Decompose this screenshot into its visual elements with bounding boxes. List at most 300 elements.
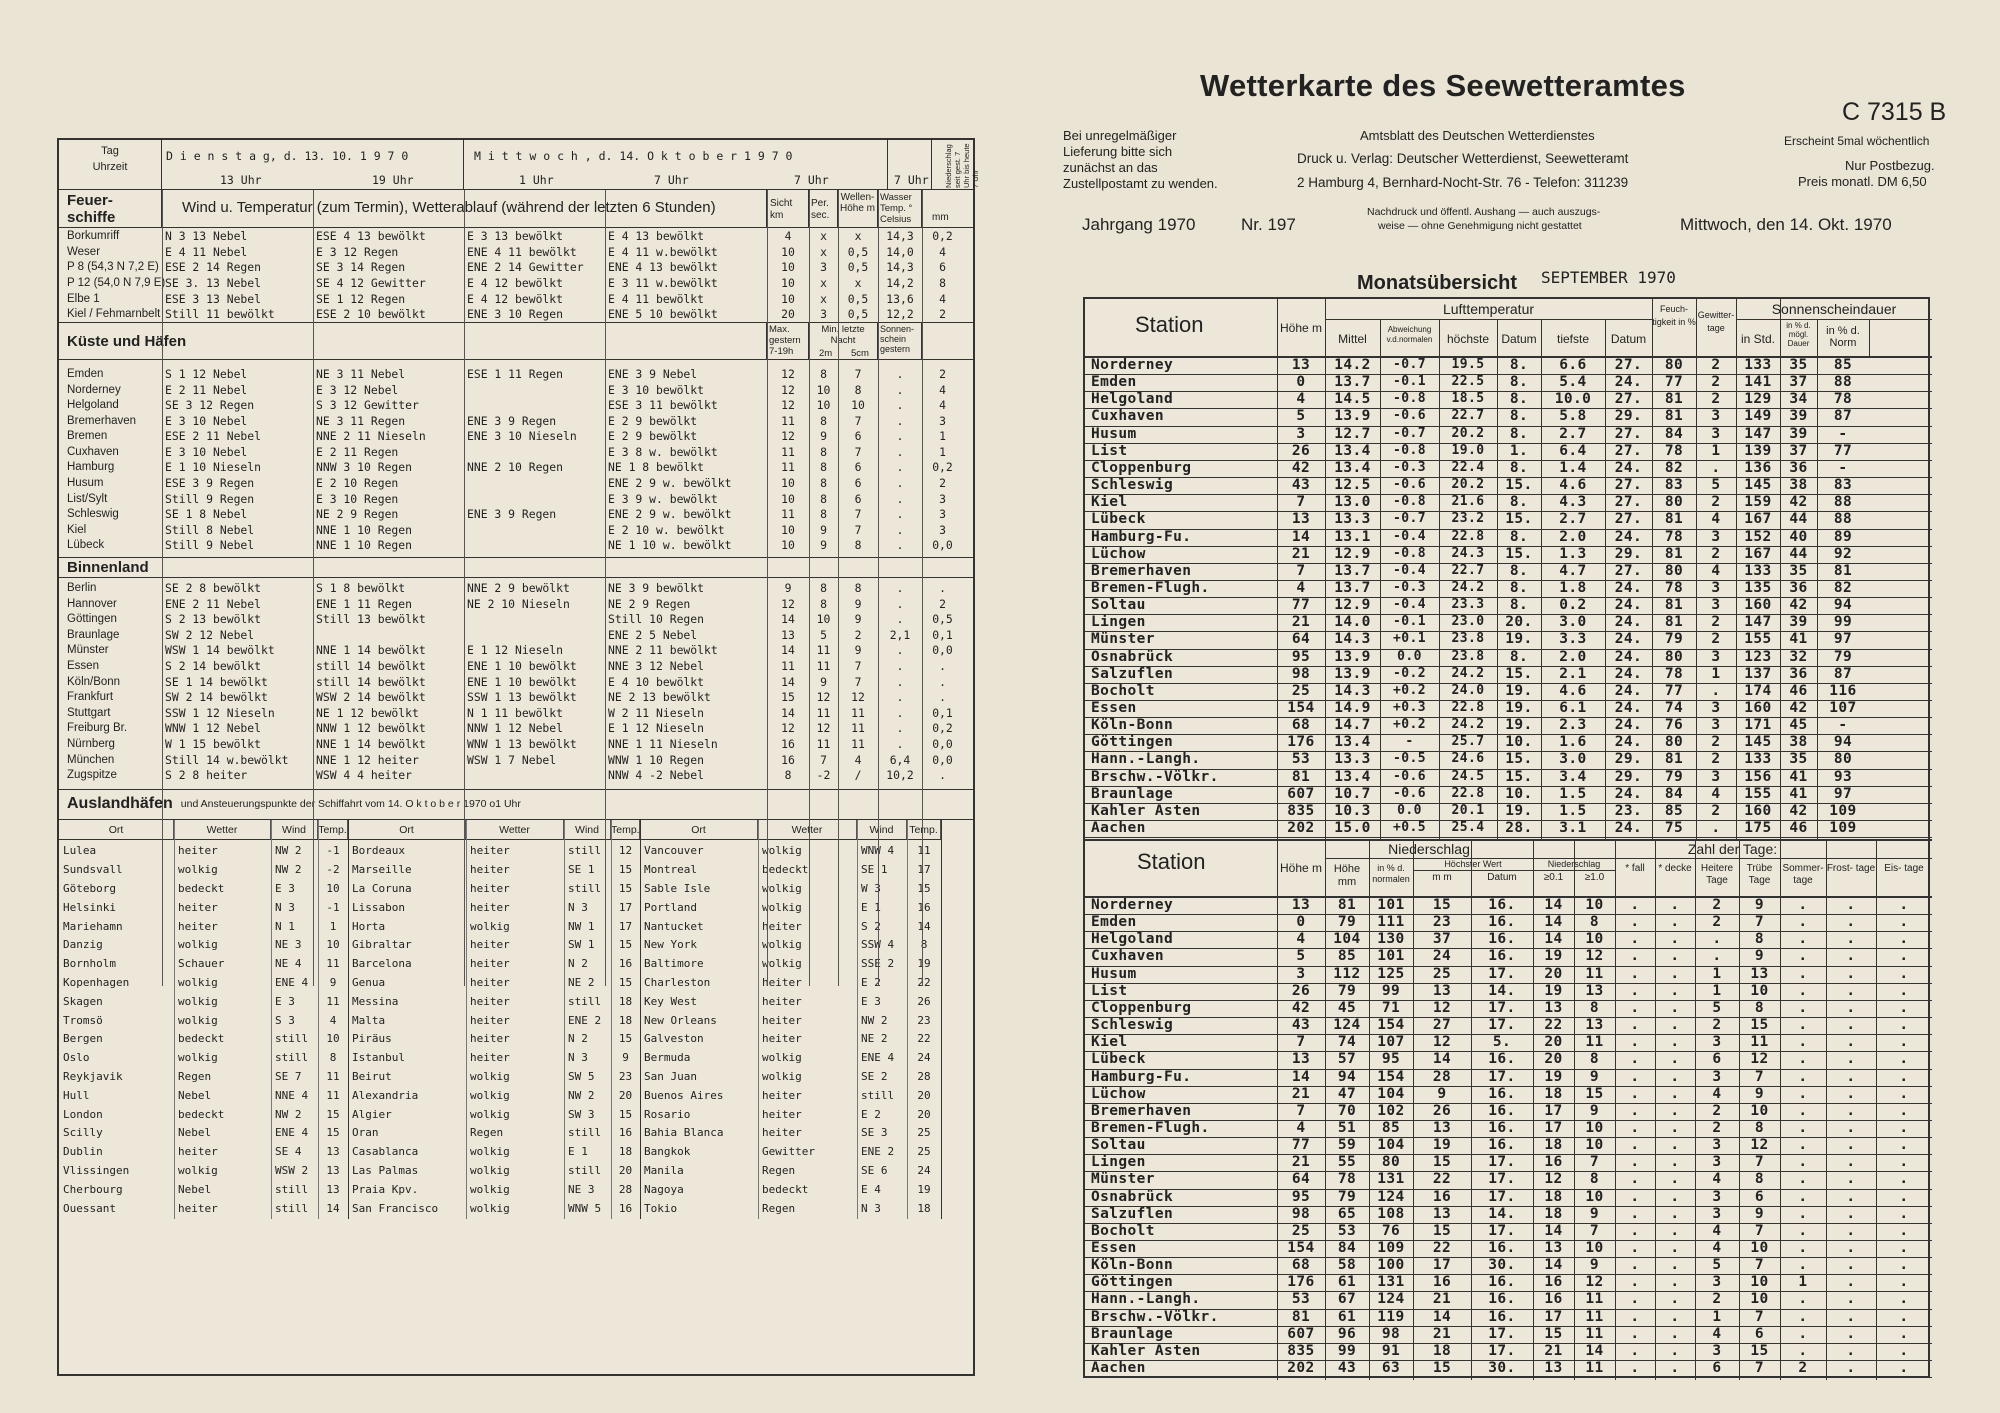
notice-line: Bei unregelmäßiger bbox=[1063, 128, 1177, 143]
cell: ENE 4 bbox=[861, 1051, 895, 1065]
cell: . bbox=[1899, 1205, 1909, 1222]
column-rule bbox=[1780, 299, 1781, 356]
cell: 3 bbox=[1711, 648, 1721, 665]
cell: 29. bbox=[1614, 751, 1643, 768]
cell: 3.4 bbox=[1559, 768, 1587, 785]
cell: 15 bbox=[1432, 1222, 1452, 1239]
port-name: Ouessant bbox=[63, 1201, 116, 1215]
cell: wolkig bbox=[178, 938, 218, 952]
cell: 32 bbox=[1789, 648, 1808, 665]
cell: 16. bbox=[1488, 914, 1516, 931]
cell: . bbox=[896, 366, 904, 381]
cell: 78 bbox=[1664, 665, 1684, 682]
cell: 94 bbox=[1833, 734, 1853, 751]
cell: 1 bbox=[939, 444, 946, 459]
station-name: Hann.-Langh. bbox=[1091, 1291, 1201, 1308]
cell: 23.8 bbox=[1451, 631, 1485, 647]
cell: 24.0 bbox=[1451, 682, 1485, 698]
cell: . bbox=[1670, 1325, 1680, 1342]
time-header bbox=[59, 140, 980, 190]
station-name: Schleswig bbox=[67, 508, 119, 521]
cell: 8. bbox=[1509, 648, 1529, 665]
cell: 27. bbox=[1614, 357, 1643, 373]
port-name: Montreal bbox=[644, 863, 697, 877]
cell: . bbox=[896, 476, 904, 491]
cell: 27. bbox=[1614, 425, 1643, 442]
cell: 80 bbox=[1664, 494, 1684, 511]
port-name: Alexandria bbox=[352, 1088, 419, 1102]
cell: 22.7 bbox=[1451, 562, 1485, 578]
cell: 14 bbox=[1544, 914, 1563, 931]
cell: N 3 bbox=[568, 1051, 588, 1065]
cell: ESE 2 11 Nebel bbox=[165, 429, 262, 444]
binnen-row bbox=[59, 596, 973, 612]
station-name: Hamburg-Fu. bbox=[1091, 528, 1192, 545]
cell: Still 8 Nebel bbox=[165, 522, 255, 537]
column-rule bbox=[1869, 319, 1870, 356]
station-name: Stuttgart bbox=[67, 706, 111, 719]
ausland-row bbox=[59, 1011, 348, 1029]
cell: heiter bbox=[470, 938, 510, 952]
station-name: Salzuflen bbox=[1091, 1205, 1174, 1222]
cell: 12,2 bbox=[886, 307, 914, 322]
cell: 13.7 bbox=[1334, 562, 1371, 579]
cell: 77 bbox=[1291, 1137, 1311, 1154]
cell: 4 bbox=[1296, 579, 1306, 596]
hoehe-head: Höhe m bbox=[1279, 321, 1323, 335]
cell: 59 bbox=[1337, 1137, 1357, 1154]
cell: 21 bbox=[1291, 1154, 1311, 1171]
cell: +0.1 bbox=[1393, 631, 1426, 647]
cell: . bbox=[1846, 1188, 1856, 1205]
cell: SW 3 bbox=[568, 1107, 595, 1121]
cell: . bbox=[896, 612, 904, 627]
cell: ENE 4 bbox=[275, 976, 309, 990]
cell: 63 bbox=[1381, 1360, 1401, 1377]
cell: 81 bbox=[1664, 597, 1684, 614]
cell: 17. bbox=[1488, 1342, 1516, 1359]
cell: NNE 2 11 Nieseln bbox=[316, 429, 426, 444]
ausland-row bbox=[348, 955, 640, 973]
zahl-head: Zahl der Tage: bbox=[1687, 841, 1778, 857]
station-name: Lüchow bbox=[1091, 1085, 1146, 1102]
cell: E 3 bbox=[861, 994, 881, 1008]
station-name: Emden bbox=[1091, 914, 1137, 931]
cell: 24. bbox=[1614, 579, 1643, 596]
cell: 84 bbox=[1337, 1240, 1357, 1256]
ausland-row bbox=[59, 880, 348, 898]
cell: 3 bbox=[1711, 768, 1721, 785]
cell: 1.4 bbox=[1559, 459, 1587, 476]
cell: 1 bbox=[1712, 1308, 1722, 1325]
cell: 96 bbox=[1337, 1325, 1357, 1342]
kueste-rows bbox=[59, 360, 973, 553]
cell: 27. bbox=[1614, 391, 1643, 408]
ausland-row bbox=[348, 917, 640, 935]
cell: . bbox=[1630, 1171, 1640, 1188]
cell: 13.3 bbox=[1334, 511, 1371, 528]
cell: 13 bbox=[781, 627, 795, 642]
cell: wolkig bbox=[470, 919, 510, 933]
port-name: Praia Kpv. bbox=[352, 1182, 419, 1196]
column-rule bbox=[1413, 839, 1414, 896]
t1: 13 Uhr bbox=[220, 173, 262, 187]
cell: wolkig bbox=[762, 900, 802, 914]
cell: 51 bbox=[1337, 1119, 1357, 1136]
station-name: Cuxhaven bbox=[1091, 408, 1165, 425]
cell: 2 bbox=[1711, 631, 1721, 648]
cell: 15 bbox=[781, 690, 795, 705]
cell: wolkig bbox=[178, 976, 218, 990]
cell: NE 3 9 bewölkt bbox=[608, 581, 705, 596]
cell: 607 bbox=[1287, 785, 1315, 802]
cell: . bbox=[1670, 1171, 1680, 1188]
column-rule bbox=[1652, 356, 1653, 839]
cell: heiter bbox=[470, 882, 510, 896]
ausland-row bbox=[640, 1124, 941, 1142]
ausland-row bbox=[348, 861, 640, 879]
cell: . bbox=[1846, 1222, 1856, 1239]
column-rule bbox=[1325, 299, 1326, 319]
cell: still bbox=[275, 1182, 309, 1196]
cell: . bbox=[896, 674, 904, 689]
cell: 1.6 bbox=[1559, 734, 1587, 751]
station-name: Osnabrück bbox=[1091, 648, 1174, 665]
wasser-cell bbox=[878, 190, 922, 227]
sicht-cell bbox=[767, 190, 809, 227]
cell: 3 bbox=[1712, 1068, 1722, 1085]
cell: 160 bbox=[1744, 597, 1772, 614]
column-rule bbox=[1574, 839, 1575, 896]
cell: ENE 3 9 Nebel bbox=[608, 366, 698, 381]
cell: 22.5 bbox=[1451, 374, 1485, 390]
station-name: Salzuflen bbox=[1091, 665, 1174, 682]
port-name: Messina bbox=[352, 994, 399, 1008]
cell: 8 bbox=[1589, 1051, 1600, 1068]
cell: 25 bbox=[1432, 965, 1452, 982]
ausland-row bbox=[59, 1105, 348, 1123]
cell: 8 bbox=[1589, 914, 1600, 931]
cell: 13.4 bbox=[1334, 734, 1371, 751]
station-name: Köln/Bonn bbox=[67, 675, 121, 688]
station-name: Norderney bbox=[67, 383, 121, 396]
cell: 0,5 bbox=[847, 244, 869, 259]
ausland-row bbox=[640, 880, 941, 898]
cell: 14.0 bbox=[1334, 614, 1371, 631]
cell: . bbox=[1899, 1291, 1909, 1308]
cell: 8 bbox=[820, 596, 827, 611]
station-name: Essen bbox=[1091, 1240, 1137, 1256]
cell: heiter bbox=[762, 1088, 802, 1102]
ausland-row bbox=[640, 992, 941, 1010]
station-name: Essen bbox=[67, 660, 99, 673]
column-rule bbox=[1533, 839, 1534, 896]
cell: 7 bbox=[854, 674, 862, 689]
column-rule bbox=[1817, 356, 1818, 839]
cell: SE 4 12 Gewitter bbox=[316, 275, 426, 290]
cell: 11 bbox=[1585, 1034, 1604, 1051]
price: Preis monatl. DM 6,50 bbox=[1798, 174, 1927, 189]
cell: 9 bbox=[1589, 1205, 1600, 1222]
cell: 11 bbox=[781, 659, 795, 674]
uhrzeit-label: Uhrzeit bbox=[92, 161, 128, 173]
cell: 4 bbox=[1712, 1222, 1722, 1239]
cell: 8 bbox=[1754, 1171, 1765, 1188]
cell: 13 bbox=[1291, 897, 1311, 913]
cell: 2 bbox=[939, 476, 946, 491]
cell: 12.7 bbox=[1334, 425, 1371, 442]
cell: . bbox=[1846, 1291, 1856, 1308]
cell: 6.4 bbox=[1559, 442, 1587, 459]
ausland-row bbox=[59, 917, 348, 935]
station-name: Bremen bbox=[67, 430, 108, 443]
column-rule bbox=[271, 820, 272, 1219]
cell: 94 bbox=[1337, 1068, 1357, 1085]
cell: . bbox=[1798, 1342, 1808, 1359]
cell: 38 bbox=[1789, 477, 1808, 494]
cell: 17 bbox=[1432, 1257, 1452, 1274]
cell: 22.8 bbox=[1451, 785, 1485, 801]
cell: 16 bbox=[1544, 1154, 1563, 1171]
port-name: Bahia Blanca bbox=[644, 1126, 724, 1140]
cell: 3 bbox=[1296, 425, 1306, 442]
cell: 17. bbox=[1488, 1017, 1516, 1034]
port-name: Cherbourg bbox=[63, 1182, 123, 1196]
cell: 124 bbox=[1377, 1291, 1405, 1308]
cell: 4 bbox=[1296, 1119, 1306, 1136]
cell: ESE 2 10 bewölkt bbox=[316, 307, 426, 322]
cell: 24 bbox=[917, 1164, 931, 1178]
cell: 99 bbox=[1381, 982, 1401, 999]
cell: . bbox=[1899, 1051, 1909, 1068]
cell: 8 bbox=[854, 538, 862, 553]
cell: E 3 12 Nebel bbox=[316, 382, 399, 397]
cell: E 4 10 bewölkt bbox=[608, 674, 705, 689]
cell: S 2 8 heiter bbox=[165, 768, 248, 783]
station-name: Kahler Asten bbox=[1091, 802, 1201, 819]
ausland-row bbox=[640, 917, 941, 935]
monat-row bbox=[1085, 717, 1928, 734]
cell: 11 bbox=[1585, 1308, 1604, 1325]
port-name: Lulea bbox=[63, 844, 97, 858]
cell: E 1 12 Nieseln bbox=[467, 643, 564, 658]
ausland-row bbox=[348, 1011, 640, 1029]
cell: 25 bbox=[1291, 682, 1311, 699]
cell: 137 bbox=[1744, 665, 1772, 682]
cell: 7 bbox=[1754, 1222, 1765, 1239]
cell: 18.5 bbox=[1451, 391, 1485, 407]
cell: 24 bbox=[917, 1051, 931, 1065]
cell: 81 bbox=[1664, 751, 1684, 768]
cell: 0,0 bbox=[932, 538, 953, 553]
station-name: Kiel / Fehmarnbelt bbox=[67, 308, 161, 321]
cell: 10 bbox=[1750, 1102, 1769, 1119]
cell: 3 bbox=[1712, 1274, 1722, 1291]
cell: 3 bbox=[1296, 965, 1306, 982]
cell: . bbox=[1798, 897, 1808, 913]
ausland-row bbox=[640, 936, 941, 954]
cell: 20 bbox=[917, 1107, 931, 1121]
cell: SE 3 14 Regen bbox=[316, 260, 406, 275]
cell: 2 bbox=[939, 307, 946, 322]
cell: . bbox=[1630, 1085, 1640, 1102]
cell: . bbox=[1846, 1171, 1856, 1188]
cell: 83 bbox=[1664, 477, 1684, 494]
station-name: Münster bbox=[67, 644, 109, 657]
column-rule bbox=[318, 820, 319, 1219]
cell: +0.2 bbox=[1393, 682, 1426, 698]
cell: 10 bbox=[816, 612, 831, 627]
ausland-row bbox=[640, 1068, 941, 1086]
nieder-row bbox=[1085, 1137, 1928, 1154]
cell: 23 bbox=[618, 1070, 633, 1084]
cell: ESE 3 13 Nebel bbox=[165, 291, 262, 306]
cell: Still 11 bewölkt bbox=[165, 307, 275, 322]
port-name: Kopenhagen bbox=[63, 976, 130, 990]
cell: . bbox=[1846, 1342, 1856, 1359]
cell: E 2 11 Nebel bbox=[165, 382, 248, 397]
cell: 40 bbox=[1789, 528, 1808, 545]
column-rule bbox=[1826, 839, 1827, 896]
sonnen-head: Sonnenscheindauer bbox=[1771, 301, 1897, 317]
cell: SE 1 12 Regen bbox=[316, 291, 406, 306]
port-name: Baltimore bbox=[644, 957, 704, 971]
station-name: Göttingen bbox=[67, 613, 117, 626]
cell: 13.9 bbox=[1334, 408, 1371, 425]
port-name: San Francisco bbox=[352, 1201, 439, 1215]
cell: 147 bbox=[1744, 425, 1772, 442]
wellen-cell bbox=[838, 190, 878, 227]
cell: 2.7 bbox=[1559, 425, 1587, 442]
port-name: Sundsvall bbox=[63, 863, 123, 877]
cell: 6 bbox=[1754, 1188, 1765, 1205]
binnen-row bbox=[59, 721, 973, 737]
cell: 21.6 bbox=[1451, 494, 1485, 510]
cell: 8 bbox=[854, 581, 862, 596]
station2-head: Station bbox=[1137, 849, 1206, 874]
cell: ESE 2 14 Regen bbox=[165, 260, 262, 275]
port-name: Nantucket bbox=[644, 919, 704, 933]
cell: . bbox=[1630, 1257, 1640, 1274]
port-name: Charleston bbox=[644, 976, 711, 990]
ausland-temp-head: Temp. bbox=[318, 820, 348, 839]
hoehe2-head: Höhe m bbox=[1279, 861, 1323, 875]
column-rule bbox=[1325, 839, 1326, 896]
ausland-wind-head: Wind bbox=[564, 820, 611, 839]
cell: 9 bbox=[854, 596, 862, 611]
cell: 4 bbox=[1712, 1240, 1722, 1256]
cell: heiter bbox=[178, 900, 218, 914]
cell: 78 bbox=[1337, 1171, 1357, 1188]
monat-row bbox=[1085, 820, 1928, 837]
column-rule bbox=[564, 820, 565, 1219]
cell: Schauer bbox=[178, 957, 225, 971]
cell: 0,2 bbox=[932, 721, 953, 736]
cell: . bbox=[896, 538, 904, 553]
cell: . bbox=[1630, 1137, 1640, 1154]
page-title: Wetterkarte des Seewetteramtes bbox=[1200, 68, 1686, 103]
cell: . bbox=[896, 429, 904, 444]
cell: 835 bbox=[1287, 802, 1315, 819]
ausland-row bbox=[640, 1199, 941, 1217]
notice-line: Lieferung bitte sich bbox=[1063, 144, 1173, 159]
cell: 4 bbox=[1296, 931, 1306, 948]
ausland-row bbox=[348, 898, 640, 916]
cell: 97 bbox=[1833, 631, 1853, 648]
cell: . bbox=[1798, 1188, 1808, 1205]
cell: -0.6 bbox=[1393, 768, 1426, 784]
cell: 30. bbox=[1488, 1360, 1516, 1377]
kueste-header bbox=[59, 322, 973, 360]
station-name: Bremerhaven bbox=[1091, 562, 1192, 579]
column-rule bbox=[1876, 896, 1877, 1380]
cell: 3 bbox=[939, 522, 946, 537]
cell: 125 bbox=[1377, 965, 1405, 982]
cell: . bbox=[1846, 1085, 1856, 1102]
port-name: Las Palmas bbox=[352, 1164, 419, 1178]
cell: SE 7 bbox=[275, 1070, 302, 1084]
cell: . bbox=[1630, 1291, 1640, 1308]
cell: 0,2 bbox=[932, 228, 953, 243]
cell: SE 1 bbox=[861, 863, 888, 877]
cell: 12 bbox=[781, 429, 795, 444]
station-name: List bbox=[1091, 442, 1128, 459]
cell: 11 bbox=[326, 994, 340, 1008]
cell: SE 1 8 Nebel bbox=[165, 507, 248, 522]
cell: . bbox=[939, 581, 946, 596]
cell: heiter bbox=[762, 1013, 802, 1027]
cell: . bbox=[1798, 1017, 1808, 1034]
cell: 3 bbox=[1712, 1137, 1722, 1154]
binnen-row bbox=[59, 611, 973, 627]
cell: 23.2 bbox=[1451, 511, 1485, 527]
cell: 8 bbox=[820, 476, 827, 491]
wind-head: Wind u. Temperatur (zum Termin), Wetterablauf (während der letzten 6 Stunden) bbox=[182, 199, 716, 216]
port-name: Oslo bbox=[63, 1051, 90, 1065]
cell: ENE 3 10 Regen bbox=[467, 307, 564, 322]
cell: . bbox=[896, 382, 904, 397]
ausland-row bbox=[348, 1124, 640, 1142]
mm-label: mm bbox=[932, 212, 949, 223]
cell: still bbox=[568, 882, 602, 896]
cell: ENE 3 9 Regen bbox=[467, 507, 557, 522]
wasser-label: Wasser Temp. ° Celsius bbox=[880, 192, 913, 225]
cell: 13.7 bbox=[1334, 374, 1371, 391]
cell: 8. bbox=[1509, 374, 1529, 391]
cell: WSW 2 bbox=[275, 1164, 309, 1178]
cell: bedeckt bbox=[178, 1107, 225, 1121]
cell: 77 bbox=[1291, 597, 1311, 614]
feucht-head: Feuch- tigkeit in % bbox=[1652, 304, 1696, 327]
cell: 5 bbox=[1296, 408, 1306, 425]
cell: . bbox=[1899, 982, 1909, 999]
kueste-row bbox=[59, 413, 973, 429]
port-name: Barcelona bbox=[352, 957, 412, 971]
cell: SSW 4 bbox=[861, 938, 895, 952]
cell: 4 bbox=[1296, 391, 1306, 408]
cell: . bbox=[1846, 1119, 1856, 1136]
cell: 21 bbox=[1291, 1085, 1311, 1102]
cell: Nebel bbox=[178, 1182, 212, 1196]
cell: 16 bbox=[1544, 1274, 1563, 1291]
cell: E 2 10 Regen bbox=[316, 476, 399, 491]
frost-head: Frost- tage bbox=[1826, 863, 1876, 874]
column-rule bbox=[1655, 896, 1656, 1380]
cell: still bbox=[861, 1088, 895, 1102]
station-name: Weser bbox=[67, 245, 101, 258]
cell: WSW 1 7 Nebel bbox=[467, 752, 557, 767]
cell: 3 bbox=[939, 491, 946, 506]
